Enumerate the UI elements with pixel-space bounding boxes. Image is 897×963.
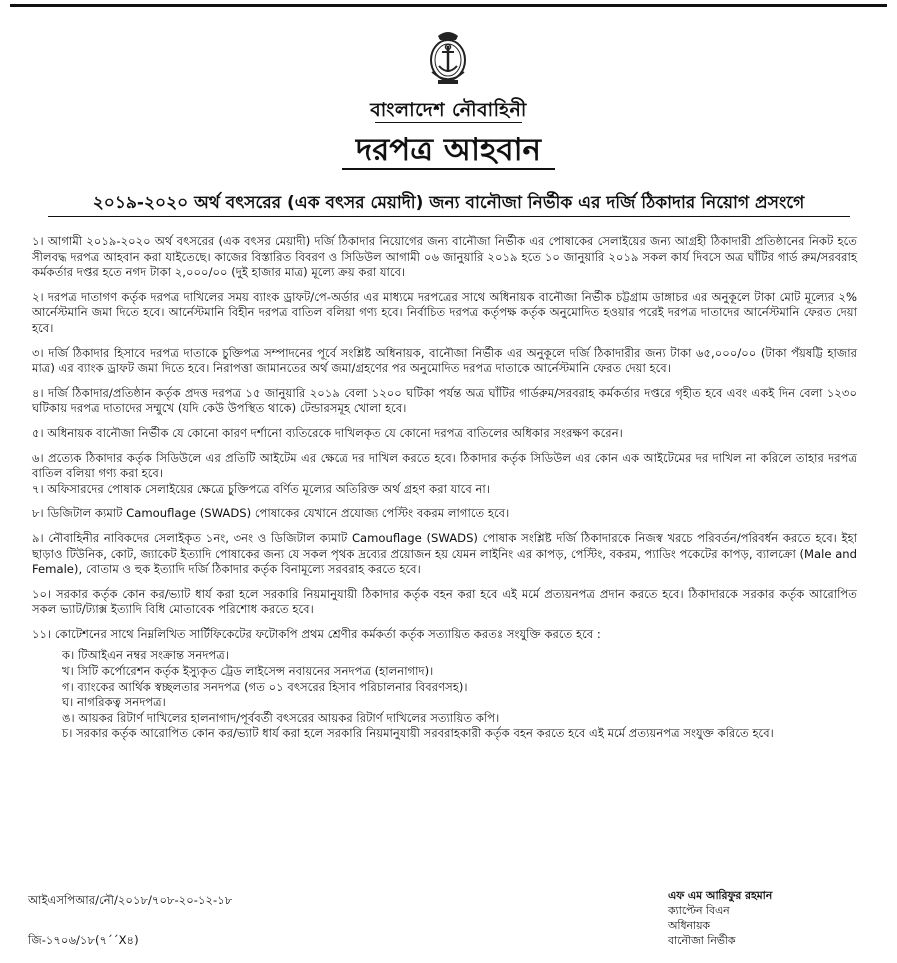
certificate-item: খ। সিটি কর্পোরেশন কর্তৃক ইস্যুকৃত ট্রেড লাইসেন্স নবায়নের সনদপত্র (হালনাগাদ)।	[62, 664, 434, 679]
paragraph-6: ৬। প্রত্যেক ঠিকাদার কর্তৃক সিডিউলে এর প্রতিটি আইটেম এর ক্ষেত্রে দর দাখিল করতে হবে। ঠিকাদার কর্তৃক সিডিউল এর কোন এক আইটেমের দর দাখিল না করিলে তাহার দরপত্র বাতিল বলিয়া গণ্য করা হবে।	[32, 450, 857, 481]
organization-name: বাংলাদেশ নৌবাহিনী	[370, 99, 527, 121]
notice-title: দরপত্র আহবান	[355, 132, 542, 168]
paragraph-3: ৩। দর্জি ঠিকাদার হিসাবে দরপত্র দাতাকে চুক্তিপত্র সম্পাদনের পূর্বে সংশ্লিষ্ট অধিনায়ক, বানৌজা নির্ভীক এর অনুকূলে দর্জি ঠিকাদারীর জন্য টাকা ৬৫,০০০/০০ (টাকা পঁয়ষট্টি হাজার মাত্র) এর ব্যাংক ড্রাফট জমা দিতে হবে। নিরাপত্তা জামানতের অর্থ জমা/গ্রহণের পর অনুমোদিত দরপত্র দাতাকে আর্নেস্টমানি ফেরত দেয়া হবে।	[32, 345, 857, 376]
paragraph-11: ১১। কোটেশনের সাথে নিম্নলিখিত সার্টিফিকেটের ফটোকপি প্রথম শ্রেণীর কর্মকর্তা কর্তৃক সত্যায়িত করতঃ সংযুক্তি করতে হবে :	[32, 626, 601, 641]
signatory-title: অধিনায়ক	[668, 919, 710, 932]
certificate-item: চ। সরকার কর্তৃক আরোপিত কোন কর/ভ্যাট ধার্য করা হলে সরকারি নিয়মানুযায়ী সরবরাহকারী কর্তৃক বহন করতে হবে এই মর্মে প্রত্যয়নপত্র সংযুক্ত করিতে হবে।	[62, 726, 774, 741]
certificate-item: ঘ। নাগরিকত্ব সনদপত্র।	[62, 695, 166, 710]
notice-subject: ২০১৯-২০২০ অর্থ বৎসরের (এক বৎসর মেয়াদী) জন্য বানৌজা নির্ভীক এর দর্জি ঠিকাদার নিয়োগ প্রসংগে	[92, 193, 805, 213]
top-border	[10, 4, 887, 7]
reference-number: আইএসপিআর/নৌ/২০১৮/৭০৮-২০-১২-১৮	[28, 893, 233, 907]
notice-body	[32, 234, 857, 742]
reference-block	[28, 892, 232, 948]
signature-block	[668, 888, 772, 948]
certificate-item: ঙ। আয়কর রিটার্ণ দাখিলের হালনাগাদ/পূর্ববর্তী বৎসরের আয়কর রিটার্ণ দাখিলের সত্যায়িত কপি।	[62, 710, 500, 725]
paragraph-4: ৪। দর্জি ঠিকাদার/প্রতিষ্ঠান কর্তৃক প্রদত্ত দরপত্র ১৫ জানুয়ারি ২০১৯ বেলা ১২০০ ঘটিকা পর্যন্ত অত্র ঘাঁটির গার্ডরুম/সরবরাহ কর্মকর্তার দপ্তরে গৃহীত হবে এবং একই দিন বেলা ১২৩০ ঘটিকায় দরপত্র দাতাদের সম্মুখে (যদি কেউ উপস্থিত থাকে) টেন্ডারসমূহ খোলা হবে।	[32, 385, 857, 416]
certificate-item: গ। ব্যাংকের আর্থিক স্বচ্ছলতার সনদপত্র (গত ০১ বৎসরের হিসাব পরিচালনার বিবরণসহ)।	[62, 679, 468, 694]
advertisement-code: জি-১৭০৬/১৮(৭´´X৪)	[28, 933, 139, 947]
signatory-rank: ক্যাপ্টেন বিএন	[668, 904, 730, 917]
navy-emblem-icon	[424, 26, 472, 88]
signatory-unit: বানৌজা নির্ভীক	[668, 934, 736, 947]
paragraph-8: ৮। ডিজিটাল ক্যমাট Camouflage (SWADS) পোষাকের যেখানে প্রযোজ্য পেস্টিং বকরম লাগাতে হবে।	[32, 506, 510, 521]
paragraph-1: ১। আগামী ২০১৯-২০২০ অর্থ বৎসরের (এক বৎসর মেয়াদী) দর্জি ঠিকাদার নিয়োগের জন্য বানৌজা নির্ভীক এর পোষাকের সেলাইয়ের জন্য আগ্রহী ঠিকাদারী প্রতিষ্ঠানের নিকট হতে সীলবদ্ধ দরপত্র আহবান করা যাইতেছে। কাজের বিস্তারিত বিবরণ ও সিডিউল আগামী ০৬ জানুয়ারি ২০১৯ হতে ১০ জানুয়ারি ২০১৯ সকল কার্য দিবসে অত্র ঘাঁটির গার্ড রুম/সরবরাহ কর্মকর্তার দপ্তর হতে নগদ টাকা ২,০০০/০০ (দুই হাজার মাত্র) মূল্যে ক্রয় করা যাবে।	[32, 234, 857, 280]
paragraph-9: ৯। নৌবাহিনীর নাবিকদের সেলাইকৃত ১নং, ৩নং ও ডিজিটাল ক্যমাট Camouflage (SWADS) পোষাক সংশ্লিষ্ট দর্জি ঠিকাদারকে নিজস্ব খরচে পরিবর্তন/পরিবর্ধন করতে হবে। ইহা ছাড়াও টিউনিক, কোট, জ্যাকেট ইত্যাদি পোষাকের জন্য যে সকল পৃথক দ্রব্যের প্রয়োজন হয় যেমন লাইনিং এর কাপড়, পেস্টিং, বকরম, প্যাডিং পকেটের কাপড়, ব্যালক্রো (Male and Female), বোতাম ও হুক ইত্যাদি দর্জি ঠিকাদার কর্তৃক বিনামূল্যে সরবরাহ করতে হবে।	[32, 530, 857, 577]
paragraph-7: ৭। অফিসারদের পোষাক সেলাইয়ের ক্ষেত্রে চুক্তিপত্রে বর্ণিত মূল্যের অতিরিক্ত অর্থ গ্রহণ করা যাবে না।	[32, 481, 490, 496]
paragraph-2: ২। দরপত্র দাতাগণ কর্তৃক দরপত্র দাখিলের সময় ব্যাংক ড্রাফট/পে-অর্ডার এর মাধ্যমে দরপত্রের সাথে অধিনায়ক বানৌজা নির্ভীক চট্টগ্রাম ডাঙ্গাচর এর অনুকূলে টাকা মোট মূল্যের ২% আর্নেস্টমানি জমা দিতে হবে। আর্নেস্টমানি বিহীন দরপত্র বাতিল বলিয়া গণ্য হবে। নির্বাচিত দরপত্র কর্তৃপক্ষ কর্তৃক অনুমোদিত হওয়ার পরেই দরপত্র দাতাদের আর্নেস্টমানি ফেরত দেয়া হবে।	[32, 289, 857, 335]
signatory-name: এফ এম আরিফুর রহমান	[668, 889, 773, 902]
organization-underline	[375, 122, 522, 123]
certificate-item: ক। টিআইএন নম্বর সংক্রান্ত সনদপত্র।	[62, 648, 229, 663]
certificate-list	[62, 648, 857, 742]
subject-underline	[48, 216, 850, 217]
paragraph-5: ৫। অধিনায়ক বানৌজা নির্ভীক যে কোনো কারণ দর্শানো ব্যতিরেকে দাখিলকৃত যে কোনো দরপত্র বাতিলের অধিকার সংরক্ষণ করেন।	[32, 425, 623, 440]
paragraph-10: ১০। সরকার কর্তৃক কোন কর/ভ্যাট ধার্য করা হলে সরকারি নিয়মানুযায়ী ঠিকাদার কর্তৃক বহন করা হবে এই মর্মে প্রত্যয়নপত্র প্রদান করতে হবে। ঠিকাদারকে সরকার কর্তৃক আরোপিত সকল ভ্যাট/ট্যাক্স ইত্যাদি বিধি মোতাবেক পরিশোধ করতে হবে।	[32, 586, 857, 617]
title-underline	[342, 168, 555, 170]
